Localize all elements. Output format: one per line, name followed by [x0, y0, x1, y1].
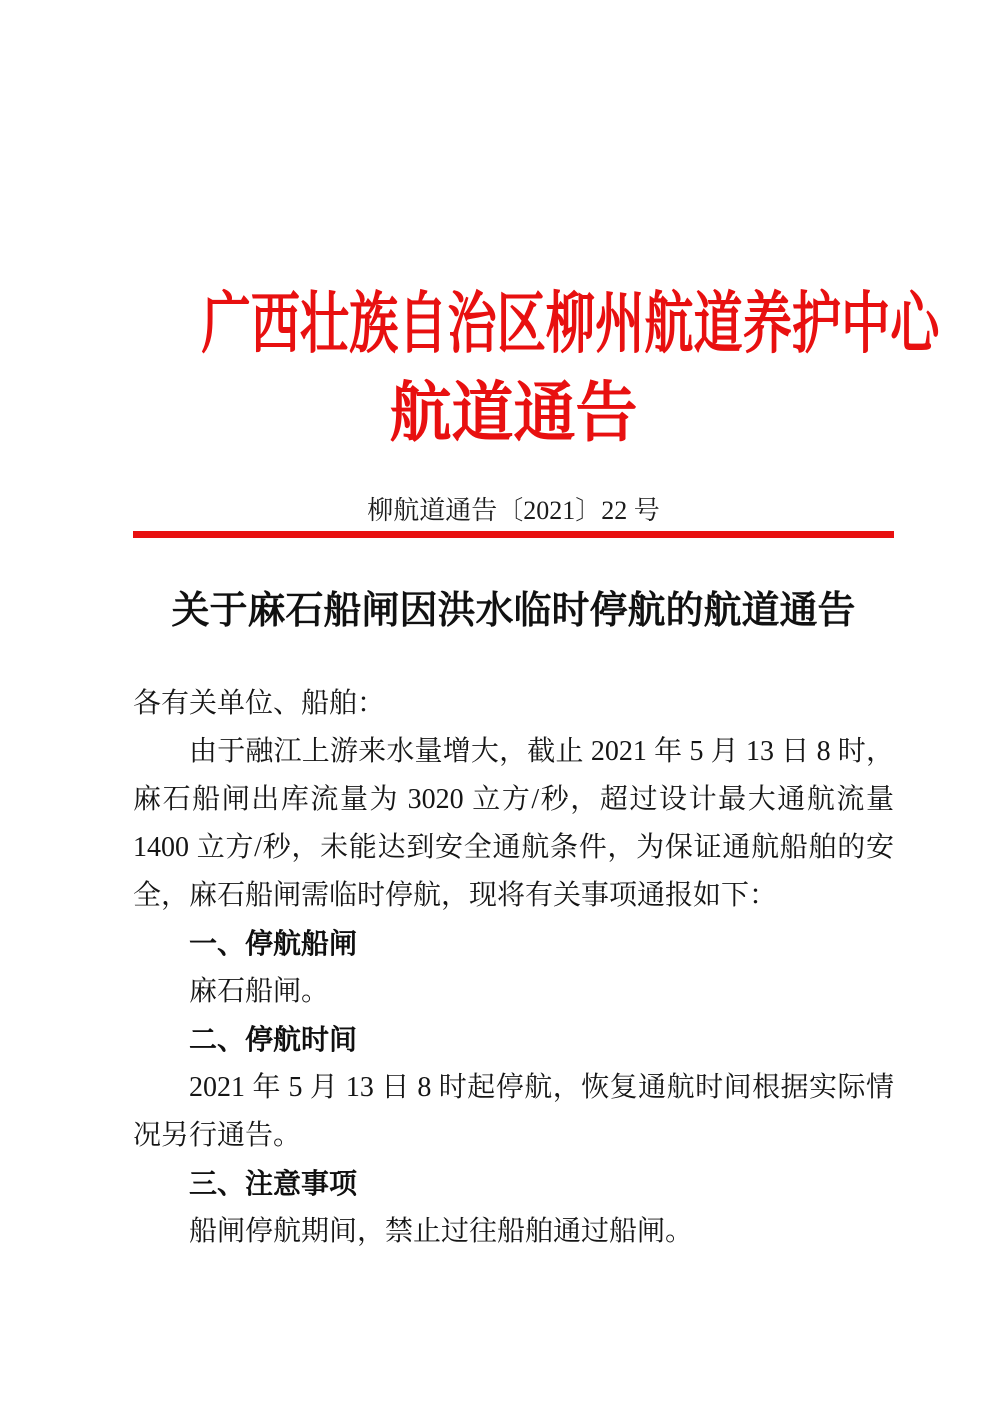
section-1-heading: 一、停航船闸 [189, 928, 358, 959]
section-3-body: 船闸停航期间，禁止过往船舶通过船闸。 [189, 1216, 694, 1247]
masthead [133, 278, 940, 458]
notice-body [133, 680, 894, 1256]
salutation: 各有关单位、船舶： [133, 688, 386, 719]
red-divider-rule [133, 531, 894, 538]
org-title: 广西壮族自治区柳州航道养护中心 [201, 287, 940, 361]
intro-paragraph: 由于融江上游来水量增大，截止 2021 年 5 月 13 日 8 时，麻石船闸出库流量为 3020 立方/秒，超过设计最大通航流量 1400 立方/秒，未能达到安全通航条件，为保证通航船舶的安全，麻石船闸需临时停航，现将有关事项通报如下： [133, 736, 894, 911]
notice-content [133, 0, 940, 1256]
section-3-heading: 三、注意事项 [189, 1168, 358, 1199]
section-2-heading: 二、停航时间 [189, 1024, 358, 1055]
notice-type-title: 航道通告 [389, 378, 638, 450]
doc-number: 柳航道通告〔2021〕22 号 [367, 496, 660, 525]
section-2-body: 2021 年 5 月 13 日 8 时起停航，恢复通航时间根据实际情况另行通告。 [133, 1072, 894, 1151]
subject-title: 关于麻石船闸因洪水临时停航的航道通告 [171, 590, 856, 632]
section-1-body: 麻石船闸。 [189, 976, 330, 1007]
